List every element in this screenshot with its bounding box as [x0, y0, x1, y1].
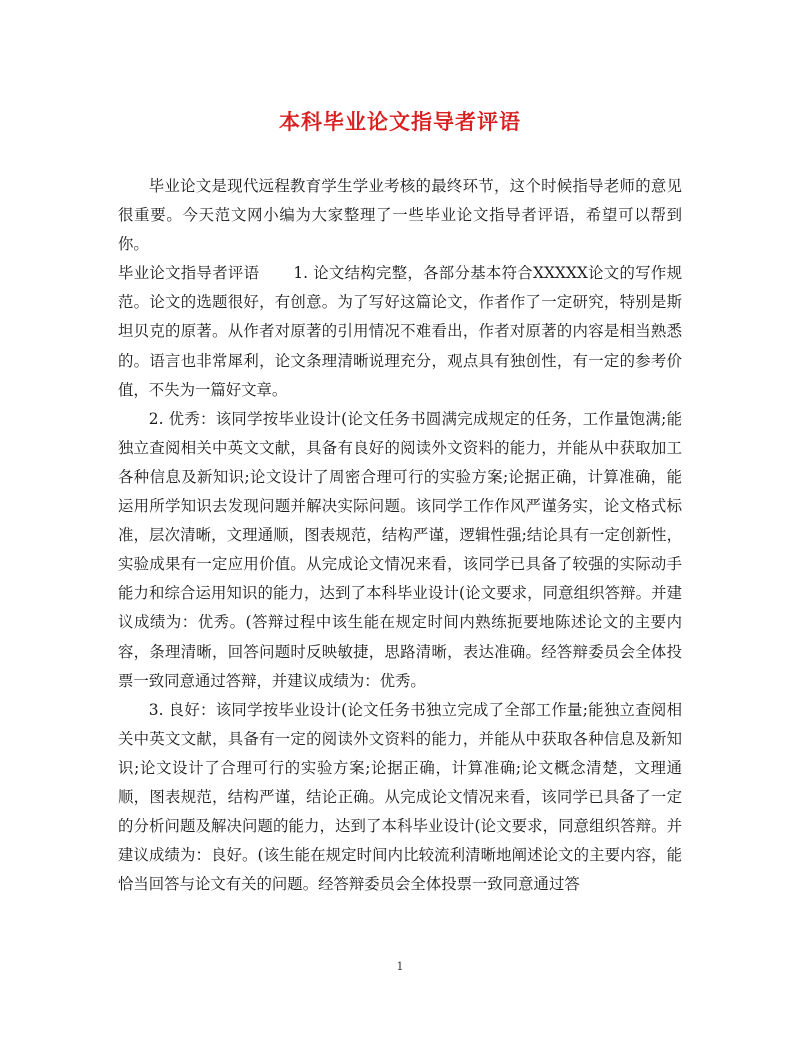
section-label: 毕业论文指导者评语 — [118, 264, 260, 283]
item-3-paragraph: 3. 良好：该同学按毕业设计(论文任务书独立完成了全部工作量;能独立查阅相关中英文文献，具备有一定的阅读外文资料的能力，并能从中获取各种信息及新知识;论文设计了合理可行的实验方案;论据正确，计算准确;论文概念清楚，文理通顺，图表规范，结构严谨，结论正确。从完成论文情况来看，该同学已具备了一定的分析问题及解决问题的能力，达到了本科毕业设计(论文要求，同意组织答辩。并建议成绩为：良好。(该生能在规定时间内比较流利清晰地阐述论文的主要内容，能恰当回答与论文有关的问题。经答辩委员会全体投票一致同意通过答 — [118, 700, 682, 894]
item-2-paragraph: 2. 优秀：该同学按毕业设计(论文任务书圆满完成规定的任务，工作量饱满;能独立查阅相关中英文文献，具备有良好的阅读外文资料的能力，并能从中获取加工各种信息及新知识;论文设计了周密合理可行的实验方案;论据正确，计算准确，能运用所学知识去发现问题并解决实际问题。该同学工作作风严谨务实，论文格式标准，层次清晰，文理通顺，图表规范，结构严谨，逻辑性强;结论具有一定创新性，实验成果有一定应用价值。从完成论文情况来看，该同学已具备了较强的实际动手能力和综合运用知识的能力，达到了本科毕业设计(论文要求，同意组织答辩。并建议成绩为：优秀。(答辩过程中该生能在规定时间内熟练扼要地陈述论文的主要内容，条理清晰，回答问题时反映敏捷，思路清晰，表达准确。经答辩委员会全体投票一致同意通过答辩，并建议成绩为：优秀。 — [118, 409, 682, 690]
intro-paragraph: 毕业论文是现代远程教育学生学业考核的最终环节，这个时候指导老师的意见很重要。今天范文网小编为大家整理了一些毕业论文指导者评语，希望可以帮到你。 — [118, 177, 682, 254]
item-1-text: 1. 论文结构完整，各部分基本符合XXXXX论文的写作规范。论文的选题很好，有创意。为了写好这篇论文，作者作了一定研究，特别是斯坦贝克的原著。从作者对原著的引用情况不难看出，作者对原著的内容是相当熟悉的。语言也非常犀利，论文条理清晰说理充分，观点具有独创性，有一定的参考价值，不失为一篇好文章。 — [118, 264, 682, 399]
section-paragraph — [118, 259, 682, 404]
page-number: 1 — [396, 960, 404, 973]
document-title: 本科毕业论文指导者评语 — [279, 110, 521, 134]
document-body — [118, 172, 682, 899]
